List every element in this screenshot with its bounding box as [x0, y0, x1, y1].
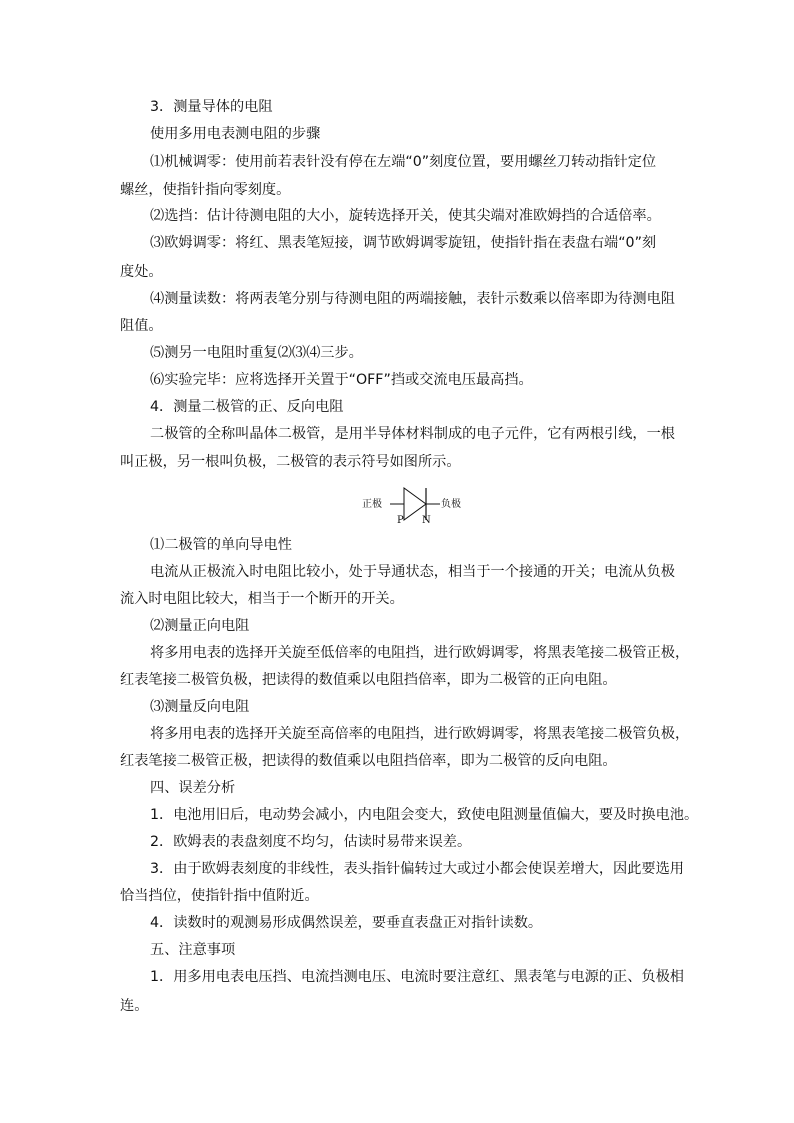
sub2-title: ⑵测量正向电阻 — [150, 618, 250, 634]
note-item-1-line2: 连。 — [120, 998, 149, 1014]
diode-n-label: N — [422, 515, 431, 526]
step3-line1: ⑶欧姆调零：将红、黑表笔短接，调节欧姆调零旋钮，使指针指在表盘右端“0”刻 — [150, 235, 657, 251]
step5: ⑸测另一电阻时重复⑵⑶⑷三步。 — [150, 345, 363, 361]
diode-left-label: 正极 — [362, 499, 382, 510]
section3-intro: 使用多用电表测电阻的步骤 — [150, 126, 321, 142]
sub2-line1: 将多用电表的选择开关旋至低倍率的电阻挡，进行欧姆调零，将黑表笔接二极管正极， — [150, 645, 690, 661]
diode-symbol-diagram — [360, 478, 470, 526]
diode-symbol-svg — [360, 478, 470, 526]
diode-p-label: P — [397, 515, 404, 526]
sub1-title: ⑴二极管的单向导电性 — [150, 537, 292, 553]
section4-heading: 4．测量二极管的正、反向电阻 — [150, 399, 344, 415]
error-item-3-line1: 3．由于欧姆表刻度的非线性，表头指针偏转过大或过小都会使误差增大，因此要选用 — [150, 861, 684, 877]
diode-right-label: 负极 — [441, 499, 461, 510]
sub2-line2: 红表笔接二极管负极，把读得的数值乘以电阻挡倍率，即为二极管的正向电阻。 — [120, 672, 617, 688]
section4-intro-line2: 叫正极，另一根叫负极，二极管的表示符号如图所示。 — [120, 454, 461, 470]
error-item-4: 4．读数时的观测易形成偶然误差，要垂直表盘正对指针读数。 — [150, 915, 543, 931]
step3-line2: 度处。 — [120, 264, 163, 280]
step2: ⑵选挡：估计待测电阻的大小，旋转选择开关，使其尖端对准欧姆挡的合适倍率。 — [150, 208, 661, 224]
section3-heading: 3．测量导体的电阻 — [150, 99, 273, 115]
step1-line1: ⑴机械调零：使用前若表针没有停在左端“0”刻度位置，要用螺丝刀转动指针定位 — [150, 154, 657, 170]
step4-line2: 阻值。 — [120, 318, 163, 334]
step1-line2: 螺丝，使指针指向零刻度。 — [120, 182, 291, 198]
error-item-3-line2: 恰当挡位，使指针指中值附近。 — [120, 888, 319, 904]
sub1-line1: 电流从正极流入时电阻比较小，处于导通状态，相当于一个接通的开关；电流从负极 — [150, 564, 675, 580]
error-item-1: 1．电池用旧后，电动势会减小，内电阻会变大，致使电阻测量值偏大，要及时换电池。 — [150, 807, 699, 823]
errors-heading: 四、误差分析 — [150, 780, 236, 796]
step4-line1: ⑷测量读数：将两表笔分别与待测电阻的两端接触，表针示数乘以倍率即为待测电阻 — [150, 291, 675, 307]
sub3-line1: 将多用电表的选择开关旋至高倍率的电阻挡，进行欧姆调零，将黑表笔接二极管负极， — [150, 726, 690, 742]
sub3-title: ⑶测量反向电阻 — [150, 699, 250, 715]
step6: ⑹实验完毕：应将选择开关置于“OFF”挡或交流电压最高挡。 — [150, 372, 533, 388]
sub1-line2: 流入时电阻比较大，相当于一个断开的开关。 — [120, 591, 404, 607]
section4-intro-line1: 二极管的全称叫晶体二极管，是用半导体材料制成的电子元件，它有两根引线，一根 — [150, 426, 675, 442]
error-item-2: 2．欧姆表的表盘刻度不均匀，估读时易带来误差。 — [150, 834, 472, 850]
notes-heading: 五、注意事项 — [150, 942, 236, 958]
note-item-1-line1: 1．用多用电表电压挡、电流挡测电压、电流时要注意红、黑表笔与电源的正、负极相 — [150, 969, 684, 985]
sub3-line2: 红表笔接二极管正极，把读得的数值乘以电阻挡倍率，即为二极管的反向电阻。 — [120, 753, 617, 769]
